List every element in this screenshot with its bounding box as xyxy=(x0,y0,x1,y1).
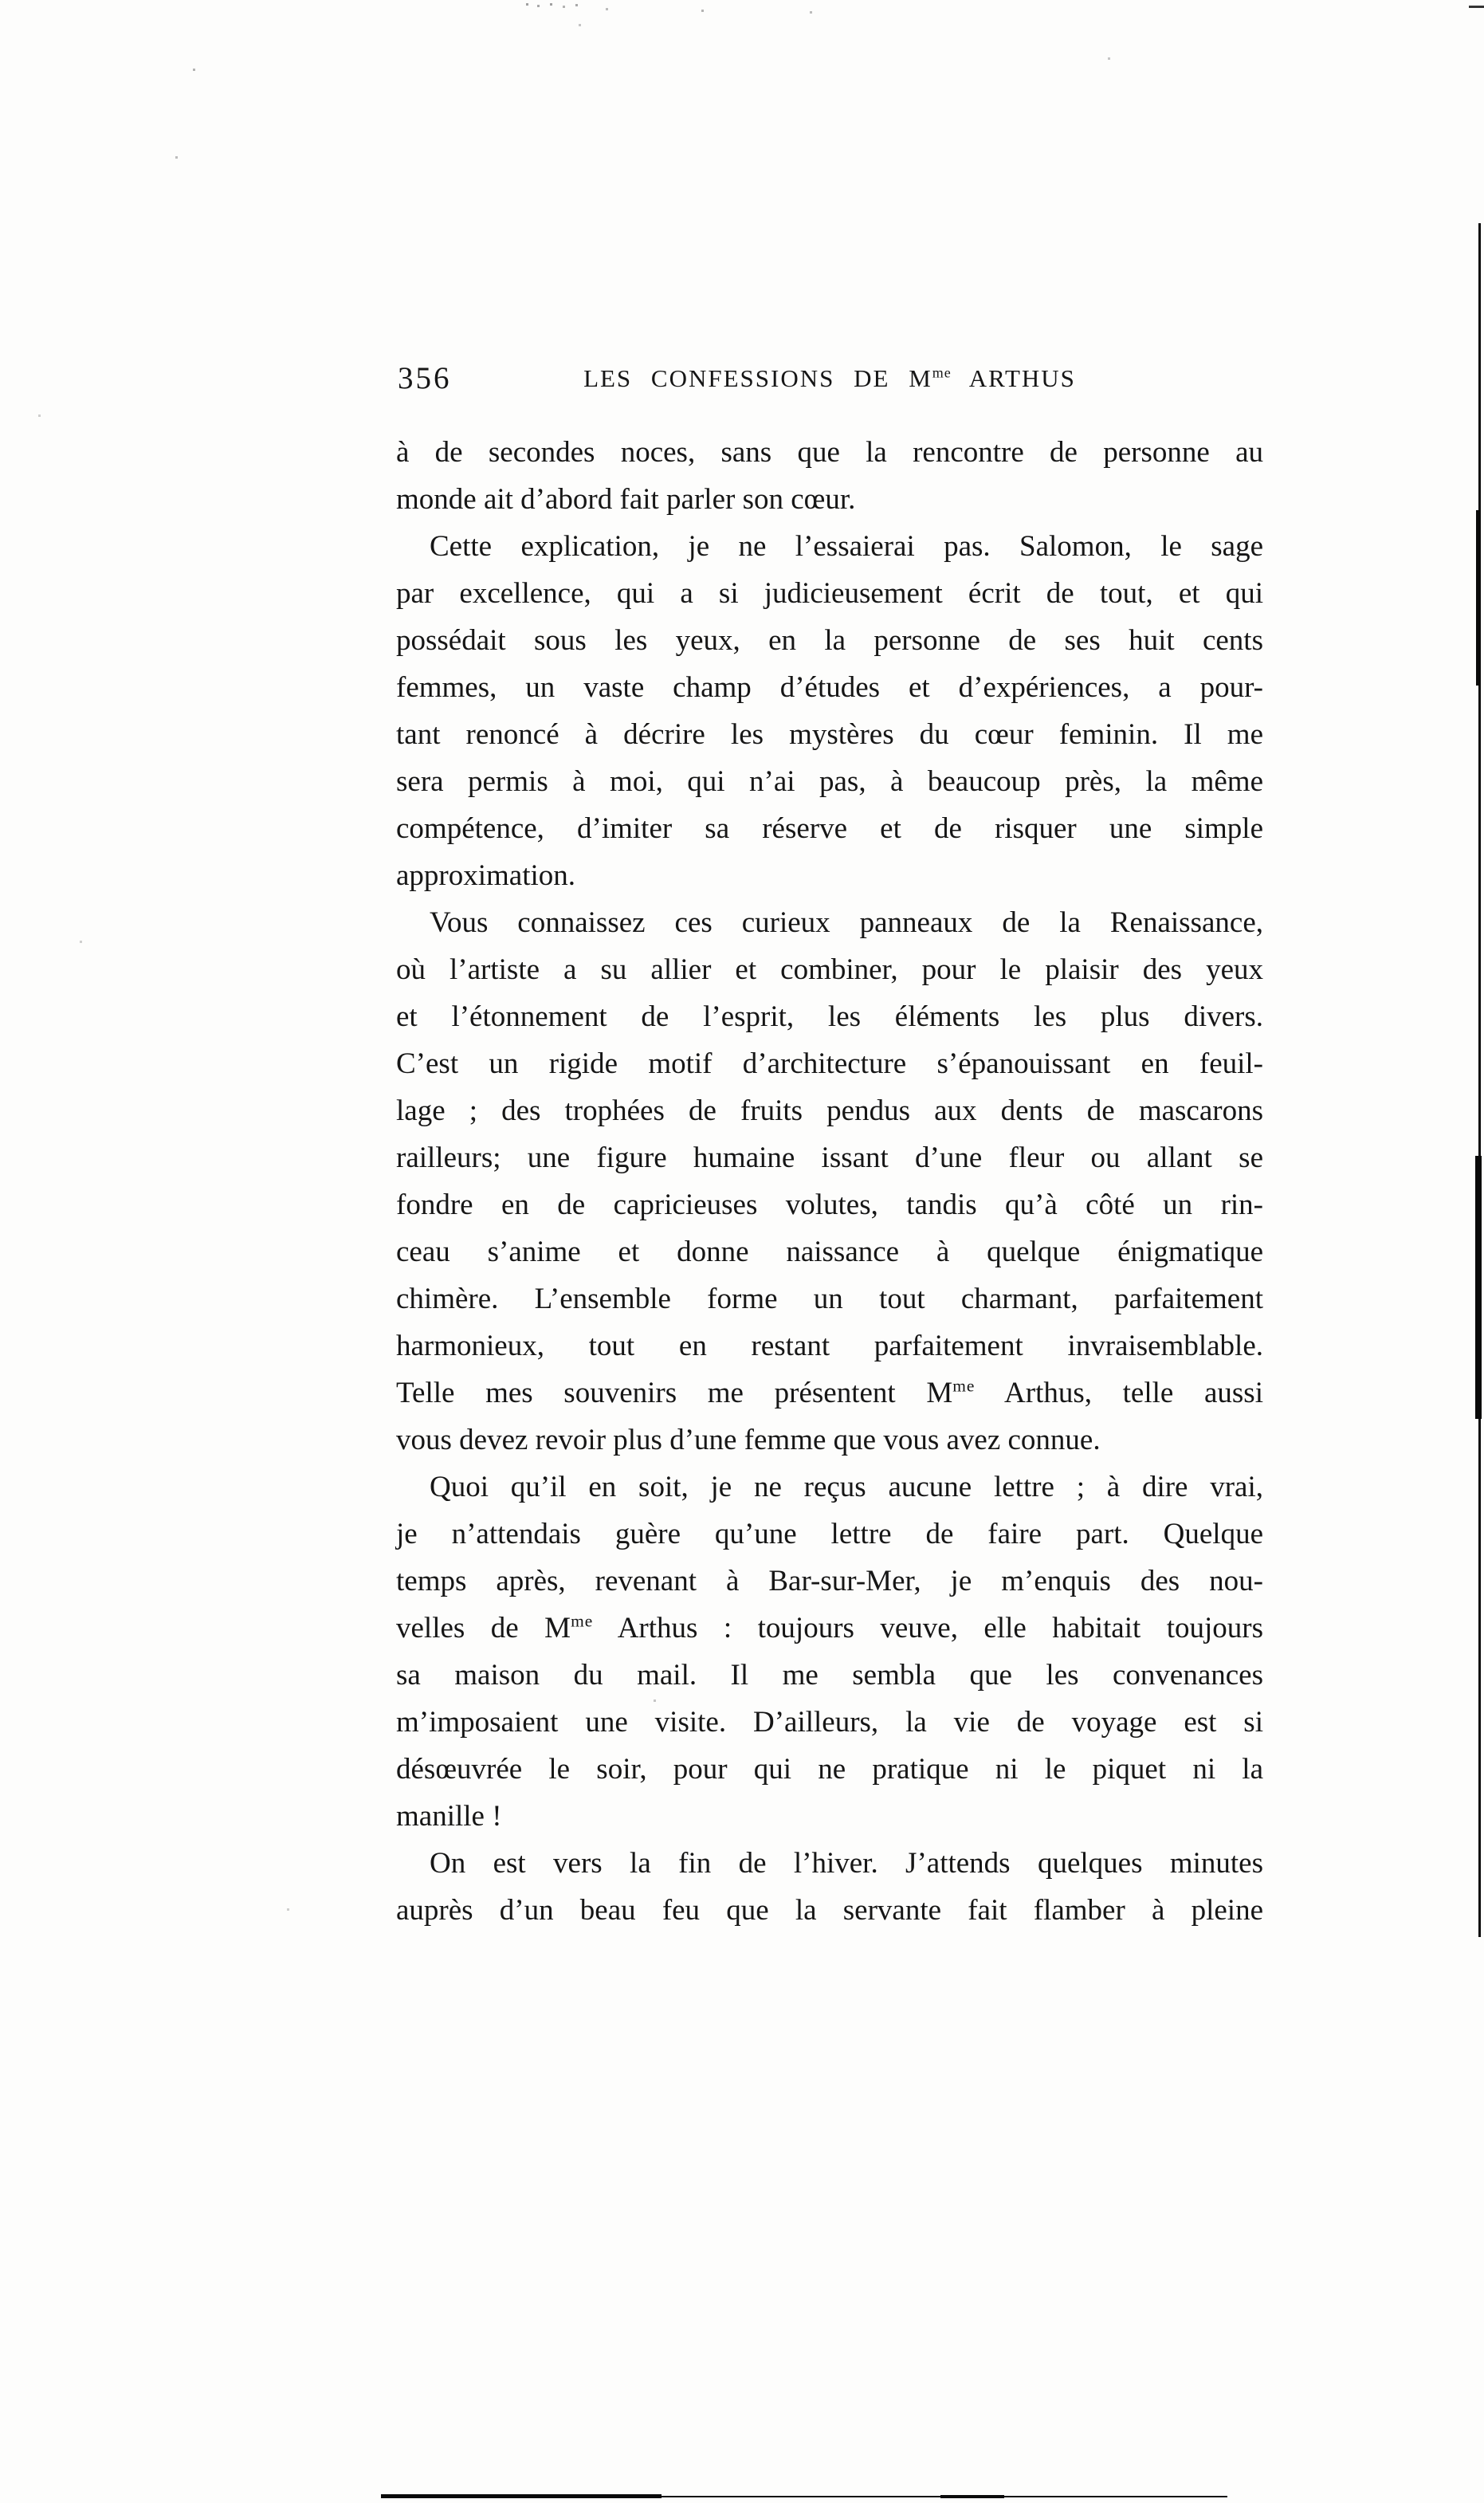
paragraph xyxy=(396,1840,1263,1934)
text-line: vous devez revoir plus d’une femme que vous avez connue. xyxy=(396,1424,1101,1456)
text-line: harmonieux, tout en restant parfaitement invraisemblable. xyxy=(396,1330,1263,1362)
scan-edge-line-right xyxy=(1478,223,1481,1937)
text-line: Cette explication, je ne l’essaierai pas. Salomon, le sage xyxy=(430,530,1263,563)
text-line: possédait sous les yeux, en la personne de ses huit cents xyxy=(396,624,1263,657)
paragraph xyxy=(396,523,1263,899)
superscript-abbreviation: me xyxy=(932,364,952,381)
running-title: LES CONFESSIONS DE $M^{me}$ ARTHUS xyxy=(583,364,1076,392)
page-number: 356 xyxy=(398,361,452,395)
text-line: à de secondes noces, sans que la rencontre de personne au xyxy=(396,436,1263,469)
superscript-abbreviation: me xyxy=(571,1611,594,1631)
superscript-abbreviation: me xyxy=(952,1376,976,1396)
text-line: On est vers la fin de l’hiver. J’attends quelques minutes xyxy=(430,1847,1263,1880)
text-line: je n’attendais guère qu’une lettre de faire part. Quelque xyxy=(396,1518,1263,1550)
scan-edge-line-bottom xyxy=(381,2496,1227,2497)
text-line: manille ! xyxy=(396,1800,502,1833)
text-line: Telle mes souvenirs me présentent $M^{me}$ Arthus, telle aussi xyxy=(396,1376,1263,1409)
text-line: lage ; des trophées de fruits pendus aux dents de mascarons xyxy=(396,1094,1263,1127)
text-line: approximation. xyxy=(396,859,576,892)
scan-ink-segment xyxy=(940,2495,1004,2498)
text-line: désœuvrée le soir, pour qui ne pratique ni le piquet ni la xyxy=(396,1753,1263,1786)
scan-speckles xyxy=(526,3,528,6)
scan-ink-blob xyxy=(1475,1156,1482,1419)
text-line: auprès d’un beau feu que la servante fait flamber à pleine xyxy=(396,1894,1263,1927)
scan-ink-blob xyxy=(1476,510,1481,686)
text-line: ceau s’anime et donne naissance à quelque énigmatique xyxy=(396,1236,1263,1268)
text-line: Quoi qu’il en soit, je ne reçus aucune lettre ; à dire vrai, xyxy=(430,1471,1263,1503)
text-line: sera permis à moi, qui n’ai pas, à beaucoup près, la même xyxy=(396,765,1263,798)
text-line: Vous connaissez ces curieux panneaux de la Renaissance, xyxy=(430,906,1263,939)
text-line: femmes, un vaste champ d’études et d’expériences, a pour- xyxy=(396,671,1263,704)
page-header xyxy=(396,357,1263,400)
scan-ink-segment xyxy=(381,2494,662,2498)
text-line: railleurs; une figure humaine issant d’une fleur ou allant se xyxy=(396,1141,1263,1174)
paragraph xyxy=(396,429,1263,523)
text-line: chimère. L’ensemble forme un tout charmant, parfaitement xyxy=(396,1283,1263,1315)
paragraph xyxy=(396,899,1263,1464)
text-line: monde ait d’abord fait parler son cœur. xyxy=(396,483,856,516)
text-line: tant renoncé à décrire les mystères du cœur feminin. Il me xyxy=(396,718,1263,751)
text-line: et l’étonnement de l’esprit, les éléments les plus divers. xyxy=(396,1000,1263,1033)
page-text xyxy=(396,429,1263,1934)
text-line: velles de $M^{me}$ Arthus : toujours veuve, elle habitait toujours xyxy=(396,1611,1264,1644)
paragraph xyxy=(396,1464,1263,1840)
scan-dash-artifact xyxy=(1469,6,1484,8)
text-line: C’est un rigide motif d’architecture s’épanouissant en feuil- xyxy=(396,1047,1263,1080)
text-line: sa maison du mail. Il me sembla que les convenances xyxy=(396,1659,1263,1692)
text-line: temps après, revenant à Bar-sur-Mer, je m’enquis des nou- xyxy=(396,1565,1263,1597)
text-line: où l’artiste a su allier et combiner, pour le plaisir des yeux xyxy=(396,953,1263,986)
text-line: compétence, d’imiter sa réserve et de risquer une simple xyxy=(396,812,1263,845)
text-line: par excellence, qui a si judicieusement écrit de tout, et qui xyxy=(396,577,1263,610)
text-line: m’imposaient une visite. D’ailleurs, la vie de voyage est si xyxy=(396,1706,1263,1739)
text-line: fondre en de capricieuses volutes, tandis qu’à côté un rin- xyxy=(396,1189,1263,1221)
